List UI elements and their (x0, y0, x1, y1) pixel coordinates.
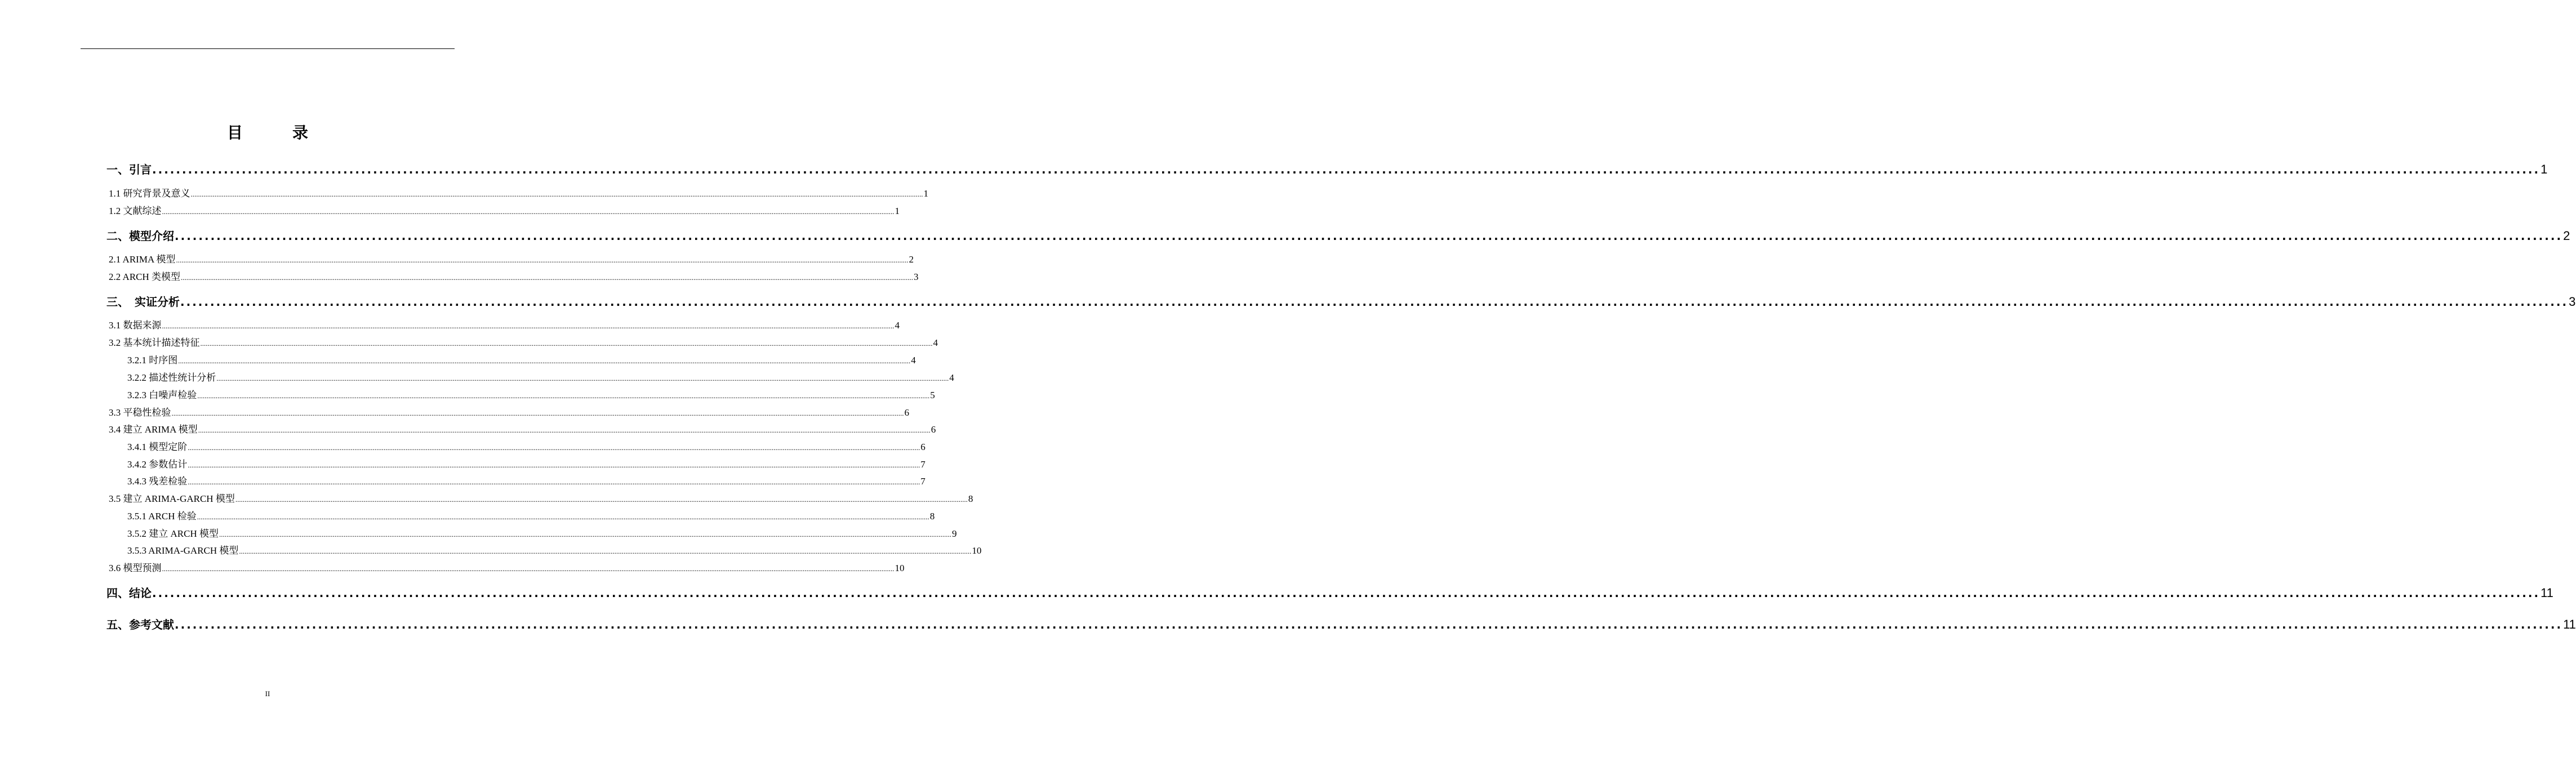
toc-entry-page: 10 (972, 545, 982, 556)
toc-entry[interactable] (109, 561, 905, 576)
toc-entry-page: 2 (2563, 229, 2570, 243)
toc-dot-leader: ................................................................................................................................................................................................................................................................................................................................................................................................................ (162, 564, 895, 573)
toc-entry-label: 3.2.2 描述性统计分析 (127, 372, 216, 383)
toc-dot-leader: ................................................................................................................................................................................................................................................................................................................................................................................................................ (235, 495, 968, 504)
toc-dot-leader: ................................................................................................................................................................................................................................................................................................................................................................................................................ (188, 461, 920, 469)
toc-entry-label: 2.2 ARCH 类模型 (109, 271, 181, 282)
toc-entry-label: 3.2 基本统计描述特征 (109, 337, 200, 348)
toc-entry-page: 4 (911, 355, 916, 366)
toc-entry-label: 一、引言 (106, 163, 152, 176)
toc-entry[interactable] (127, 371, 954, 385)
toc-entry[interactable] (106, 228, 2570, 244)
toc-entry-page: 11 (2541, 586, 2553, 600)
toc-entry-label: 三、 实证分析 (106, 295, 180, 309)
toc-entry-label: 3.1 数据来源 (109, 320, 162, 331)
toc-entry[interactable] (109, 186, 928, 201)
toc-dot-leader: ................................................................................................................................................................................................................................................................................................................................................................................................................ (162, 322, 895, 330)
toc-entry-label: 3.5.1 ARCH 检验 (127, 511, 197, 522)
toc-entry-page: 4 (895, 320, 900, 331)
toc-entry[interactable] (127, 474, 926, 489)
toc-dot-leader: ................................................................................................................................................................................................................................................................................................................................................................................................................ (197, 513, 929, 521)
toc-entry-label: 五、参考文献 (106, 618, 174, 631)
toc-entry[interactable] (109, 252, 914, 267)
toc-entry[interactable] (127, 457, 926, 472)
toc-entry-label: 2.1 ARIMA 模型 (109, 254, 176, 265)
toc-entry-page: 1 (923, 188, 928, 199)
toc-dot-leader: ................................................................................................................................................................................................................................................................................................................................................................................................................ (188, 478, 920, 486)
toc-entry[interactable] (109, 336, 938, 350)
toc-entry-page: 6 (920, 442, 926, 452)
toc-entry-page: 4 (933, 337, 938, 348)
toc-dot-leader: ................................................................................................................................................................................................................................................................................................................................................................................................................ (175, 229, 2563, 243)
toc-entry[interactable] (127, 353, 916, 368)
toc-entry-label: 3.5 建立 ARIMA-GARCH 模型 (109, 493, 235, 504)
toc-dot-leader: ................................................................................................................................................................................................................................................................................................................................................................................................................ (178, 357, 911, 365)
toc-dot-leader: ................................................................................................................................................................................................................................................................................................................................................................................................................ (188, 443, 920, 452)
page-title: 目 录 (226, 123, 325, 142)
toc-dot-leader: ................................................................................................................................................................................................................................................................................................................................................................................................................ (239, 547, 972, 555)
toc-entry-page: 8 (929, 511, 935, 522)
toc-entry-label: 3.4.2 参数估计 (127, 459, 188, 470)
toc-dot-leader: ................................................................................................................................................................................................................................................................................................................................................................................................................ (219, 530, 951, 538)
toc-entry-page: 5 (930, 390, 935, 400)
toc-dot-leader: ................................................................................................................................................................................................................................................................................................................................................................................................................ (180, 295, 2569, 309)
toc-entry-page: 6 (931, 424, 936, 435)
toc-entry-page: 7 (920, 459, 926, 470)
toc-entry[interactable] (106, 616, 2576, 633)
toc-dot-leader: ................................................................................................................................................................................................................................................................................................................................................................................................................ (190, 190, 923, 198)
toc-entry[interactable] (127, 527, 957, 541)
toc-entry[interactable] (109, 204, 900, 219)
toc-dot-leader: ................................................................................................................................................................................................................................................................................................................................................................................................................ (176, 256, 909, 264)
toc-entry-page: 7 (920, 476, 926, 487)
toc-entry[interactable] (127, 509, 935, 524)
toc-dot-leader: ................................................................................................................................................................................................................................................................................................................................................................................................................ (198, 426, 931, 434)
toc-entry-page: 10 (895, 563, 905, 573)
toc-entry-label: 3.3 平稳性检验 (109, 407, 171, 418)
toc-dot-leader: ................................................................................................................................................................................................................................................................................................................................................................................................................ (175, 618, 2563, 631)
toc-entry[interactable] (127, 544, 982, 558)
toc-entry[interactable] (109, 318, 900, 333)
toc-entry-label: 3.5.2 建立 ARCH 模型 (127, 528, 219, 539)
toc-entry[interactable] (106, 161, 2548, 178)
toc-entry-page: 8 (968, 493, 973, 504)
toc-dot-leader: ................................................................................................................................................................................................................................................................................................................................................................................................................ (197, 391, 930, 400)
toc-dot-leader: ................................................................................................................................................................................................................................................................................................................................................................................................................ (171, 409, 904, 417)
toc-entry-label: 四、结论 (106, 586, 152, 600)
toc-entry-label: 1.1 研究背景及意义 (109, 188, 190, 199)
toc-entry-page: 6 (904, 407, 909, 418)
toc-entry-page: 4 (949, 372, 954, 383)
toc-entry-label: 3.5.3 ARIMA-GARCH 模型 (127, 545, 239, 556)
toc-entry-label: 3.4.1 模型定阶 (127, 442, 188, 452)
toc-entry[interactable] (109, 492, 973, 506)
toc-entry[interactable] (127, 440, 926, 455)
toc-dot-leader: ................................................................................................................................................................................................................................................................................................................................................................................................................ (216, 374, 949, 382)
footer-page-number: II (265, 689, 270, 698)
toc-entry-page: 11 (2563, 617, 2576, 631)
toc-entry-label: 二、模型介绍 (106, 229, 174, 243)
toc-entry-label: 1.2 文献综述 (109, 206, 162, 216)
toc-entry-page: 1 (895, 206, 900, 216)
toc-entry-label: 3.2.3 白噪声检验 (127, 390, 197, 400)
toc-entry[interactable] (109, 270, 919, 284)
toc-dot-leader: ................................................................................................................................................................................................................................................................................................................................................................................................................ (181, 273, 914, 282)
toc-entry-page: 1 (2541, 162, 2548, 176)
toc-entry[interactable] (109, 422, 936, 437)
toc-entry[interactable] (127, 388, 935, 403)
toc-entry[interactable] (109, 406, 909, 420)
toc-dot-leader: ................................................................................................................................................................................................................................................................................................................................................................................................................ (152, 586, 2541, 600)
toc-entry[interactable] (106, 585, 2553, 602)
toc-dot-leader: ................................................................................................................................................................................................................................................................................................................................................................................................................ (162, 207, 895, 216)
toc-entry-page: 2 (909, 254, 914, 265)
toc-entry-page: 3 (914, 271, 919, 282)
toc-entry-label: 3.4 建立 ARIMA 模型 (109, 424, 198, 435)
toc-dot-leader: ................................................................................................................................................................................................................................................................................................................................................................................................................ (152, 163, 2541, 176)
toc-entry[interactable] (106, 293, 2576, 310)
toc-entry-label: 3.4.3 残差检验 (127, 476, 188, 487)
toc-entry-label: 3.6 模型预测 (109, 563, 162, 573)
toc-entry-label: 3.2.1 时序图 (127, 355, 178, 366)
toc-entry-page: 9 (951, 528, 957, 539)
toc-dot-leader: ................................................................................................................................................................................................................................................................................................................................................................................................................ (200, 339, 933, 348)
toc-entry-page: 3 (2569, 295, 2576, 309)
